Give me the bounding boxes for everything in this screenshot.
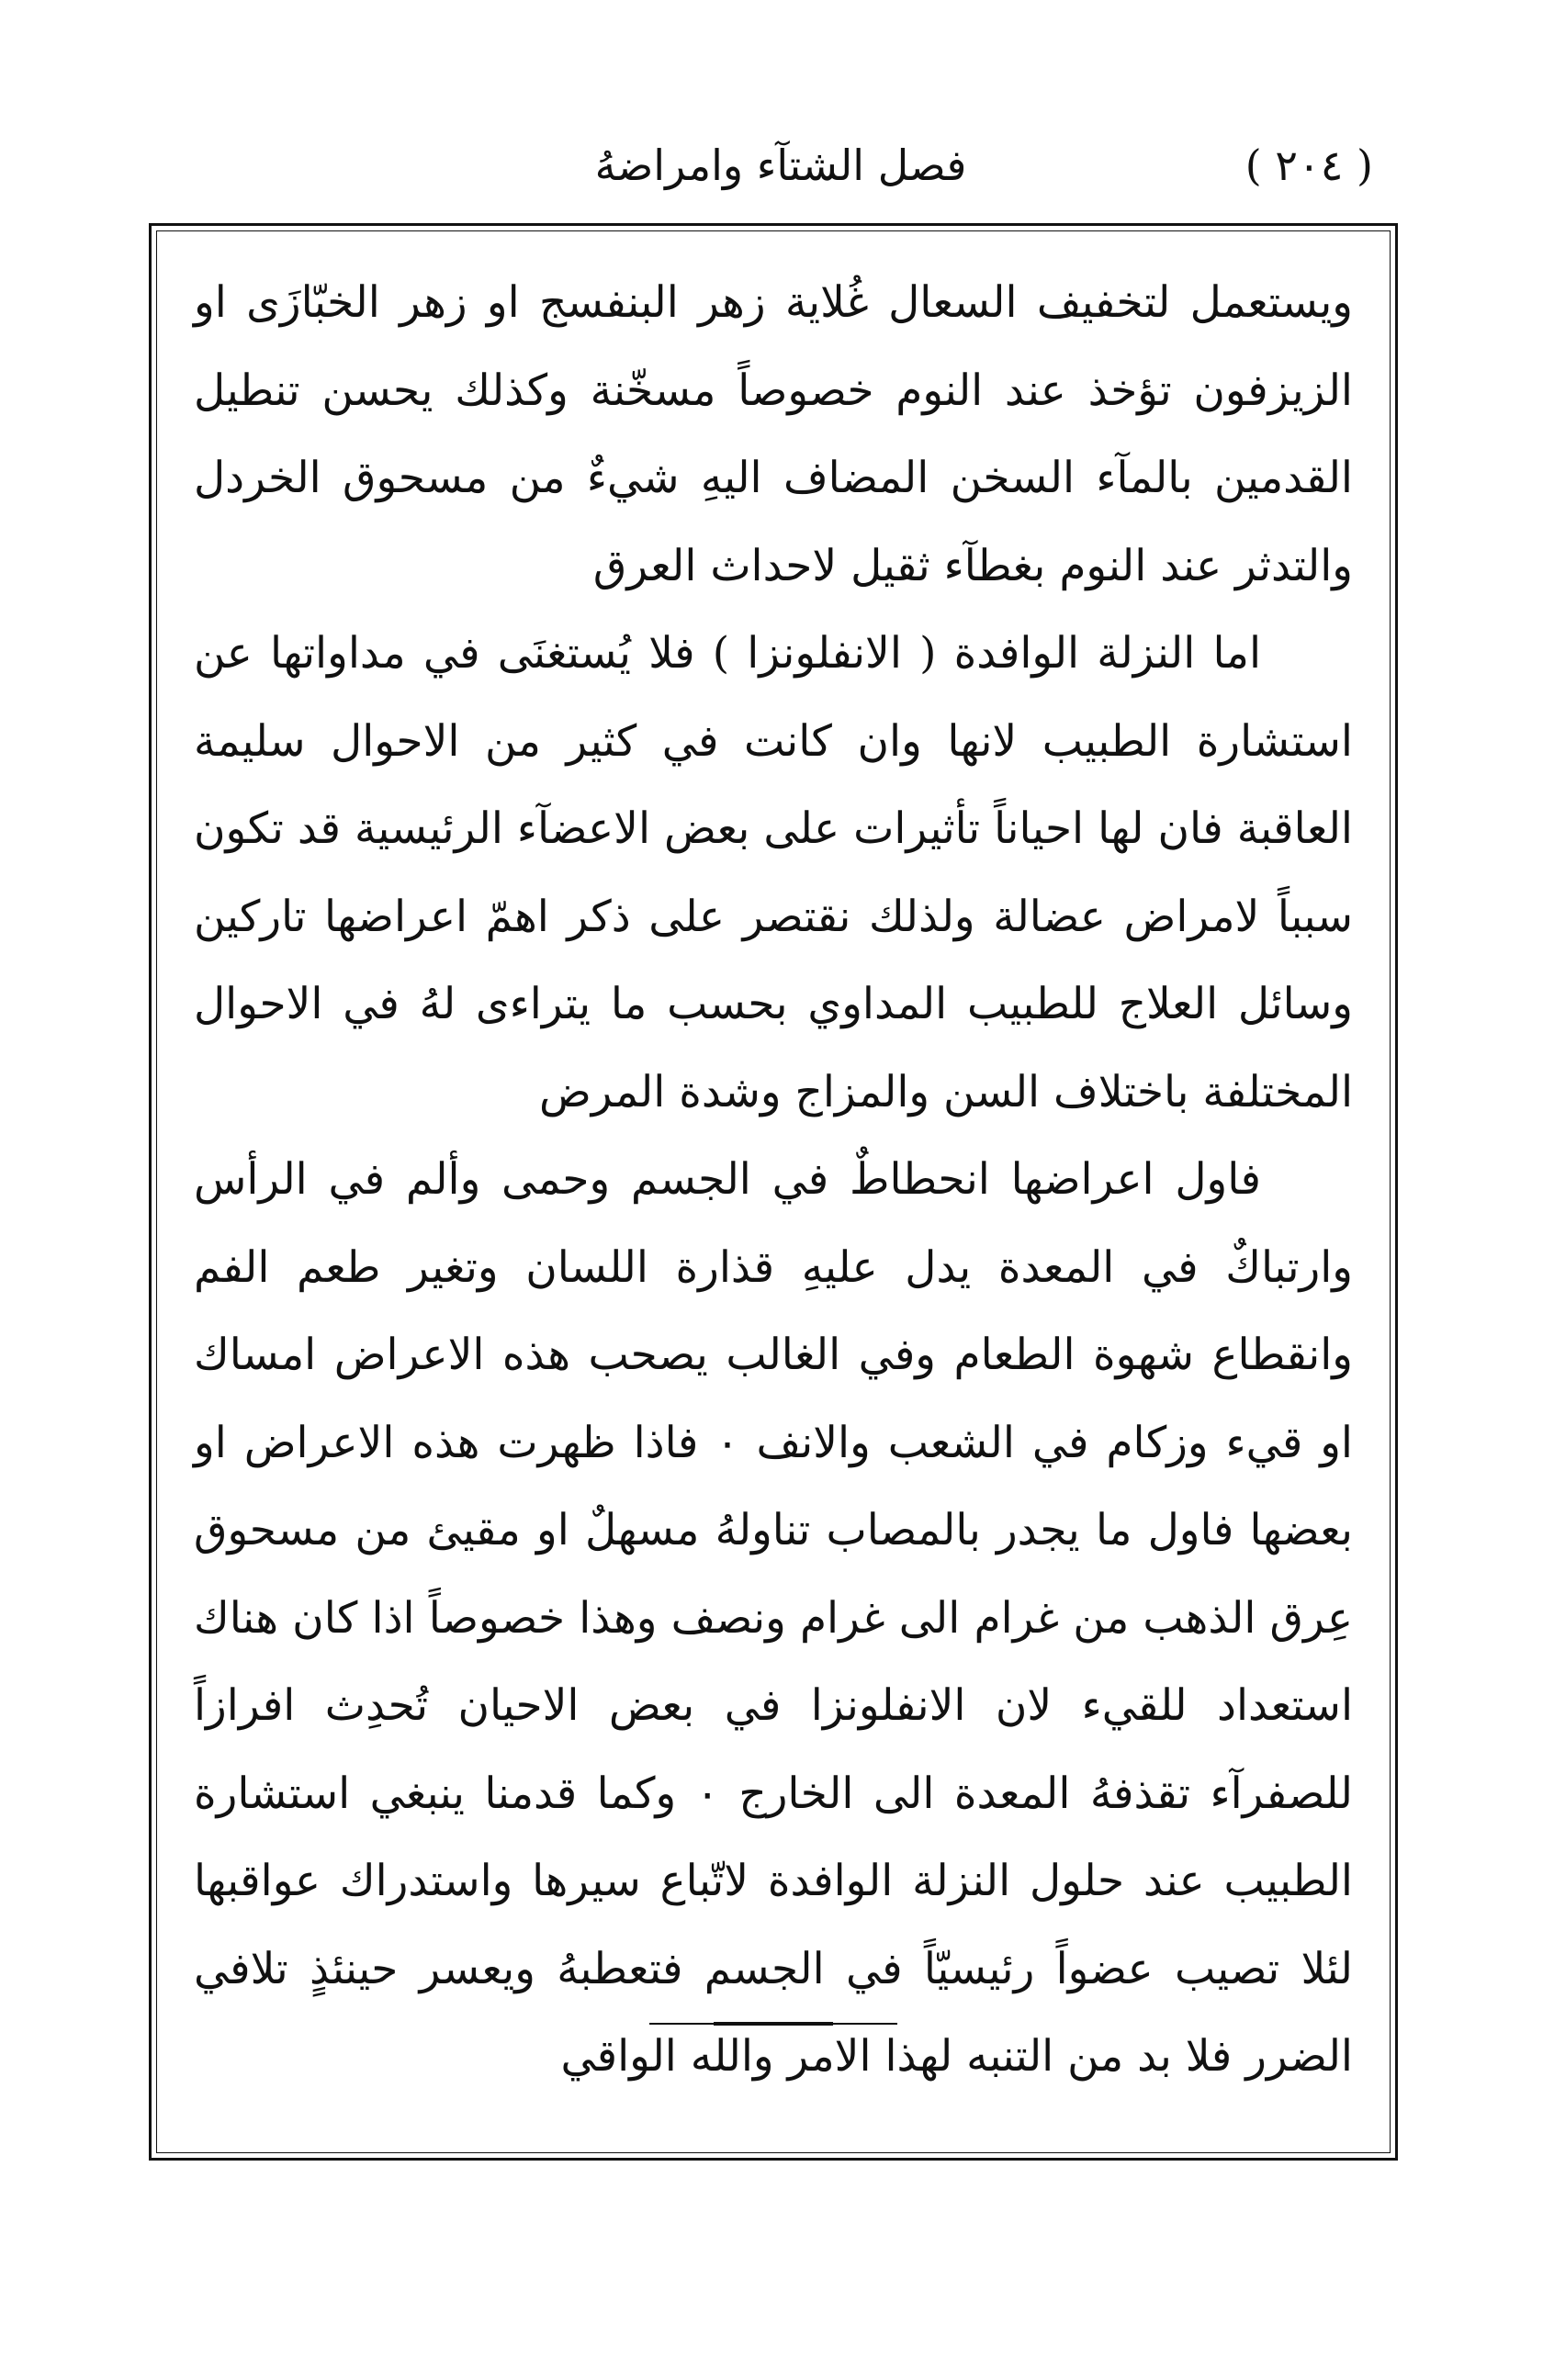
end-ornament-rule: [649, 2017, 897, 2030]
end-rule-thick: [714, 2022, 833, 2026]
page-frame: [149, 223, 1398, 2161]
page-number: ( ٢٠٤ ): [1245, 140, 1373, 190]
paragraph-symptoms: فاول اعراضها انحطاطٌ في الجسم وحمى وألم في الرأس وارتباكٌ في المعدة يدل عليهِ قذارة اللسان وتغير طعم الفم وانقطاع شهوة الطعام وفي الغالب يصحب هذه الاعراض امساك او قيء وزكام في الشعب والانف ٠ فاذا ظهرت هذه الاعراض او بعضها فاول ما يجدر بالمصاب تناولهُ مسهلٌ او مقيئ من مسحوق عِرق الذهب من غرام الى غرام ونصف وهذا خصوصاً اذا كان هناك استعداد للقيء لان الانفلونزا في بعض الاحيان تُحدِث افرازاً للصفرآء تقذفهُ المعدة الى الخارج ٠ وكما قدمنا ينبغي استشارة الطبيب عند حلول النزلة الوافدة لاتّباع سيرها واستدراك عواقبها لئلا تصيب عضواً رئيسيّاً في الجسم فتعطبهُ ويعسر حينئذٍ تلافي الضرر فلا بد من التنبه لهذا الامر والله الواقي: [194, 1154, 1353, 2082]
paragraph-remedies: ويستعمل لتخفيف السعال غُلاية زهر البنفسج او زهر الخبّازَى او الزيزفون تؤخذ عند النوم خصوصاً مسخّنة وكذلك يحسن تنطيل القدمين بالمآء السخن المضاف اليهِ شيءٌ من مسحوق الخردل والتدثر عند النوم بغطآء ثقيل لاحداث العرق: [194, 277, 1353, 591]
paragraph-influenza: اما النزلة الوافدة ( الانفلونزا ) فلا يُستغنَى في مداواتها عن استشارة الطبيب لانها وان كانت في كثير من الاحوال سليمة العاقبة فان لها احياناً تأثيرات على بعض الاعضآء الرئيسية قد تكون سبباً لامراض عضالة ولذلك نقتصر على ذكر اهمّ اعراضها تاركين وسائل العلاج للطبيب المداوي بحسب ما يتراءى لهُ في الاحوال المختلفة باختلاف السن والمزاج وشدة المرض: [194, 628, 1353, 1117]
body-text: [194, 259, 1353, 2101]
running-title: فصل الشتآء وامراضهُ: [594, 140, 967, 190]
page-frame-inner: [156, 230, 1391, 2153]
page-header: [188, 133, 1373, 197]
